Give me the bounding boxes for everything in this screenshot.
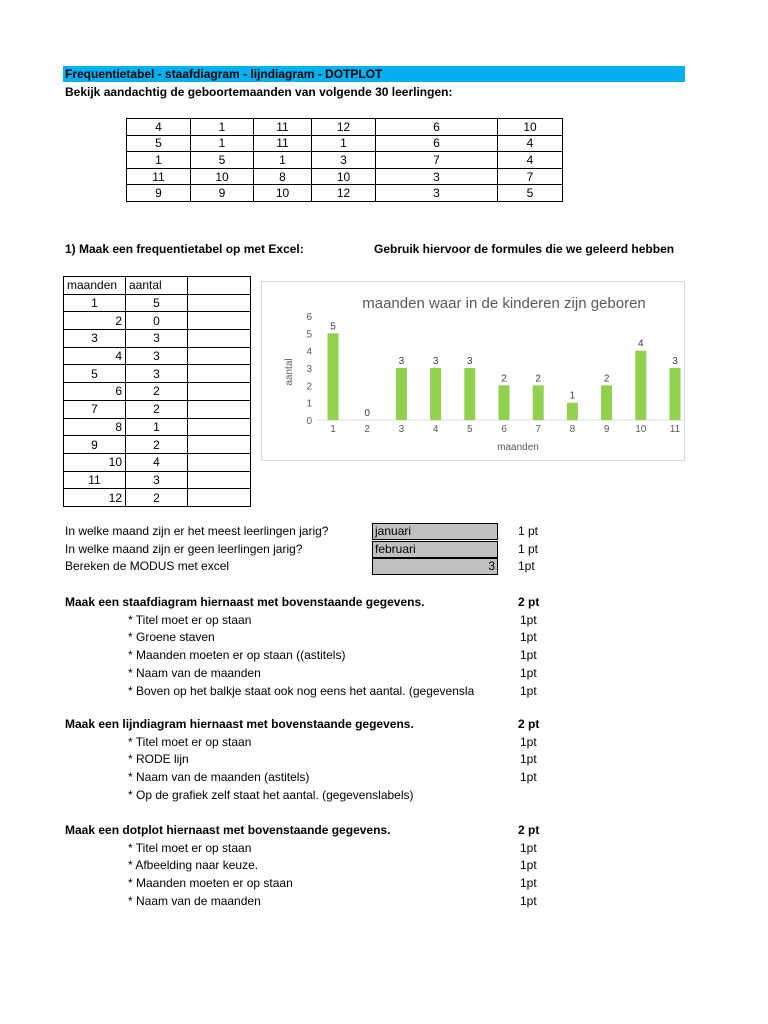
task-item-points: 1pt [520, 683, 537, 698]
chart-bar [601, 385, 612, 420]
freq-empty-cell[interactable] [188, 347, 251, 365]
chart-data-label: 2 [603, 373, 610, 385]
task-item: * Titel moet er op staan [128, 612, 252, 627]
chart-data-label: 3 [432, 356, 439, 367]
freq-month-cell[interactable]: 3 [64, 330, 126, 348]
freq-row [64, 383, 251, 401]
chart-data-label: 3 [672, 356, 678, 367]
freq-count-cell[interactable]: 3 [126, 471, 188, 489]
chart-x-tick-label: 8 [569, 424, 576, 435]
data-cell[interactable]: 12 [312, 119, 376, 136]
task-item-points: 1pt [520, 840, 537, 855]
data-cell[interactable]: 3 [312, 152, 376, 169]
task-item: * Titel moet er op staan [128, 840, 252, 855]
chart-y-tick-label: 6 [306, 312, 312, 323]
freq-empty-cell[interactable] [188, 312, 251, 330]
answer-input[interactable]: februari [372, 541, 498, 558]
task-points: 2 pt [518, 595, 540, 609]
answer-input[interactable]: 3 [372, 558, 498, 575]
freq-row [64, 489, 251, 507]
freq-month-cell[interactable]: 7 [64, 400, 126, 418]
data-cell[interactable]: 10 [254, 185, 312, 202]
task-title: Maak een lijndiagram hiernaast met bovenstaande gegevens. [65, 717, 414, 731]
task-points: 2 pt [518, 717, 540, 731]
freq-header-row [64, 277, 251, 295]
data-cell[interactable]: 10 [312, 168, 376, 185]
chart-y-axis-label: aantal [284, 358, 295, 386]
freq-count-cell[interactable]: 0 [126, 312, 188, 330]
freq-empty-cell[interactable] [188, 471, 251, 489]
data-cell[interactable]: 3 [376, 168, 498, 185]
task-item: * Groene staven [128, 630, 215, 645]
freq-count-cell[interactable]: 2 [126, 400, 188, 418]
data-table-row [127, 185, 563, 202]
data-cell[interactable]: 1 [312, 135, 376, 152]
chart-x-axis-label: maanden [497, 442, 539, 453]
data-table-row [127, 152, 563, 169]
points-label: 1 pt [518, 542, 539, 556]
data-cell[interactable]: 11 [254, 119, 312, 136]
chart-y-tick-label: 4 [306, 346, 312, 358]
freq-count-cell[interactable]: 4 [126, 453, 188, 471]
data-cell[interactable]: 4 [498, 135, 563, 152]
task-item-points: 1pt [520, 612, 537, 627]
chart-bar [396, 368, 407, 420]
task-item: * Maanden moeten er op staan [128, 876, 293, 891]
data-cell[interactable]: 4 [127, 119, 191, 136]
chart-x-tick-label: 9 [603, 424, 610, 435]
task-item: * Naam van de maanden (astitels) [128, 770, 310, 785]
freq-row [64, 347, 251, 365]
data-cell[interactable]: 11 [254, 135, 312, 152]
freq-month-cell[interactable]: 5 [64, 365, 126, 383]
freq-row [64, 453, 251, 471]
task-item-points: 1pt [520, 770, 537, 785]
chart-bar [533, 385, 544, 420]
freq-month-cell[interactable]: 8 [64, 418, 126, 436]
freq-count-cell[interactable]: 2 [126, 489, 188, 507]
freq-empty-cell[interactable] [188, 330, 251, 348]
chart-data-label: 2 [501, 373, 507, 385]
chart-bar [567, 403, 578, 420]
points-label: 1 pt [518, 524, 539, 538]
bar-chart[interactable] [261, 281, 685, 461]
question1-hint: Gebruik hiervoor de formules die we geleerd hebben [374, 242, 675, 256]
freq-header-cell[interactable]: aantal [126, 277, 188, 295]
data-cell[interactable]: 6 [376, 119, 498, 136]
chart-x-tick-label: 4 [432, 424, 439, 435]
task-item-points: 1pt [520, 630, 537, 645]
freq-count-cell[interactable]: 3 [126, 347, 188, 365]
data-table-row [127, 168, 563, 185]
chart-x-tick-label: 5 [467, 424, 473, 435]
freq-row [64, 312, 251, 330]
intro-text: Bekijk aandachtig de geboortemaanden van volgende 30 leerlingen: [65, 85, 453, 99]
freq-row [64, 436, 251, 454]
freq-count-cell[interactable]: 3 [126, 330, 188, 348]
chart-x-tick-label: 2 [364, 424, 370, 435]
data-cell[interactable]: 3 [376, 185, 498, 202]
data-cell[interactable]: 1 [254, 152, 312, 169]
chart-y-tick-label: 2 [306, 381, 312, 393]
task-item: * Boven op het balkje staat ook nog eens het aantal. (gegevensla [128, 683, 475, 698]
freq-empty-cell[interactable] [188, 365, 251, 383]
chart-data-label: 3 [467, 356, 473, 367]
chart-data-label: 2 [535, 373, 541, 385]
chart-bar [499, 385, 510, 420]
chart-title: maanden waar in de kinderen zijn geboren [362, 295, 646, 312]
data-cell[interactable]: 1 [191, 119, 254, 136]
chart-x-tick-label: 3 [398, 424, 405, 435]
freq-count-cell[interactable]: 2 [126, 436, 188, 454]
freq-header-cell[interactable] [188, 277, 251, 295]
task-item-points: 1pt [520, 665, 537, 680]
task-item: * Op de grafiek zelf staat het aantal. (gegevenslabels) [128, 787, 414, 802]
data-cell[interactable]: 1 [191, 135, 254, 152]
task-title: Maak een staafdiagram hiernaast met bovenstaande gegevens. [65, 595, 425, 609]
chart-y-tick-label: 1 [306, 398, 312, 410]
question-text: In welke maand zijn er geen leerlingen jarig? [65, 542, 303, 556]
chart-x-tick-label: 1 [330, 424, 336, 435]
chart-data-label: 5 [330, 321, 336, 333]
freq-count-cell[interactable]: 1 [126, 418, 188, 436]
task-item-points: 1pt [520, 648, 537, 663]
chart-data-label: 4 [638, 338, 644, 350]
data-cell[interactable]: 7 [376, 152, 498, 169]
task-item-points: 1pt [520, 752, 537, 767]
freq-row [64, 330, 251, 348]
freq-empty-cell[interactable] [188, 453, 251, 471]
data-cell[interactable]: 10 [191, 168, 254, 185]
freq-row [64, 400, 251, 418]
task-item: * Titel moet er op staan [128, 734, 252, 749]
freq-count-cell[interactable]: 2 [126, 383, 188, 401]
data-cell[interactable]: 10 [498, 119, 563, 136]
bar-chart-svg [262, 282, 685, 461]
freq-count-cell[interactable]: 3 [126, 365, 188, 383]
chart-data-label: 0 [364, 408, 370, 419]
task-item: * Naam van de maanden [128, 665, 261, 680]
freq-month-cell[interactable]: 2 [64, 312, 126, 330]
question-text: Bereken de MODUS met excel [65, 559, 230, 573]
data-table-row [127, 135, 563, 152]
chart-x-tick-label: 6 [501, 424, 507, 435]
freq-empty-cell[interactable] [188, 400, 251, 418]
task-item-points: 1pt [520, 876, 537, 891]
chart-data-label: 3 [398, 356, 405, 367]
chart-x-tick-label: 7 [535, 424, 541, 435]
data-cell[interactable]: 5 [498, 185, 563, 202]
chart-y-tick-label: 3 [306, 364, 312, 375]
task-item: * Naam van de maanden [128, 893, 261, 908]
freq-month-cell[interactable]: 9 [64, 436, 126, 454]
freq-empty-cell[interactable] [188, 436, 251, 454]
data-cell[interactable]: 4 [498, 152, 563, 169]
answer-input[interactable]: januari [372, 523, 498, 540]
freq-header-cell[interactable]: maanden [64, 277, 126, 295]
chart-bar [464, 368, 475, 420]
chart-data-label: 1 [569, 390, 576, 402]
data-cell[interactable]: 1 [127, 152, 191, 169]
freq-row [64, 418, 251, 436]
task-item: * RODE lijn [128, 752, 189, 767]
chart-x-tick-label: 11 [669, 424, 681, 435]
freq-empty-cell[interactable] [188, 489, 251, 507]
task-points: 2 pt [518, 823, 540, 837]
freq-month-cell[interactable]: 4 [64, 347, 126, 365]
data-table-row [127, 119, 563, 136]
freq-month-cell[interactable]: 1 [64, 294, 126, 312]
data-cell[interactable]: 5 [127, 135, 191, 152]
freq-empty-cell[interactable] [188, 383, 251, 401]
task-item-points: 1pt [520, 858, 537, 873]
task-item: * Afbeelding naar keuze. [128, 858, 259, 873]
freq-month-cell[interactable]: 6 [64, 383, 126, 401]
data-cell[interactable]: 11 [127, 168, 191, 185]
chart-bar [670, 368, 681, 420]
chart-bar [328, 333, 339, 420]
freq-row [64, 471, 251, 489]
chart-bar [430, 368, 441, 420]
data-cell[interactable]: 5 [191, 152, 254, 169]
freq-row [64, 294, 251, 312]
freq-month-cell[interactable]: 12 [64, 489, 126, 507]
freq-empty-cell[interactable] [188, 418, 251, 436]
task-title: Maak een dotplot hiernaast met bovenstaande gegevens. [65, 823, 391, 837]
chart-bar [635, 351, 646, 420]
points-label: 1pt [518, 559, 535, 573]
frequency-table [63, 276, 251, 507]
data-cell[interactable]: 12 [312, 185, 376, 202]
question1-label: 1) Maak een frequentietabel op met Excel: [65, 242, 304, 256]
freq-empty-cell[interactable] [188, 294, 251, 312]
freq-month-cell[interactable]: 11 [64, 471, 126, 489]
data-cell[interactable]: 7 [498, 168, 563, 185]
task-item-points: 1pt [520, 893, 537, 908]
chart-y-tick-label: 5 [306, 329, 312, 341]
data-cell[interactable]: 8 [254, 168, 312, 185]
data-cell[interactable]: 6 [376, 135, 498, 152]
freq-count-cell[interactable]: 5 [126, 294, 188, 312]
task-item-points: 1pt [520, 734, 537, 749]
sheet-title: Frequentietabel - staafdiagram - lijndiagram - DOTPLOT [63, 66, 685, 82]
question-text: In welke maand zijn er het meest leerlingen jarig? [65, 524, 329, 538]
data-cell[interactable]: 9 [191, 185, 254, 202]
chart-y-tick-label: 0 [306, 416, 312, 427]
freq-row [64, 365, 251, 383]
freq-month-cell[interactable]: 10 [64, 453, 126, 471]
data-cell[interactable]: 9 [127, 185, 191, 202]
chart-x-tick-label: 10 [635, 424, 647, 435]
birth-months-table [126, 118, 563, 202]
task-item: * Maanden moeten er op staan ((astitels) [128, 648, 346, 663]
